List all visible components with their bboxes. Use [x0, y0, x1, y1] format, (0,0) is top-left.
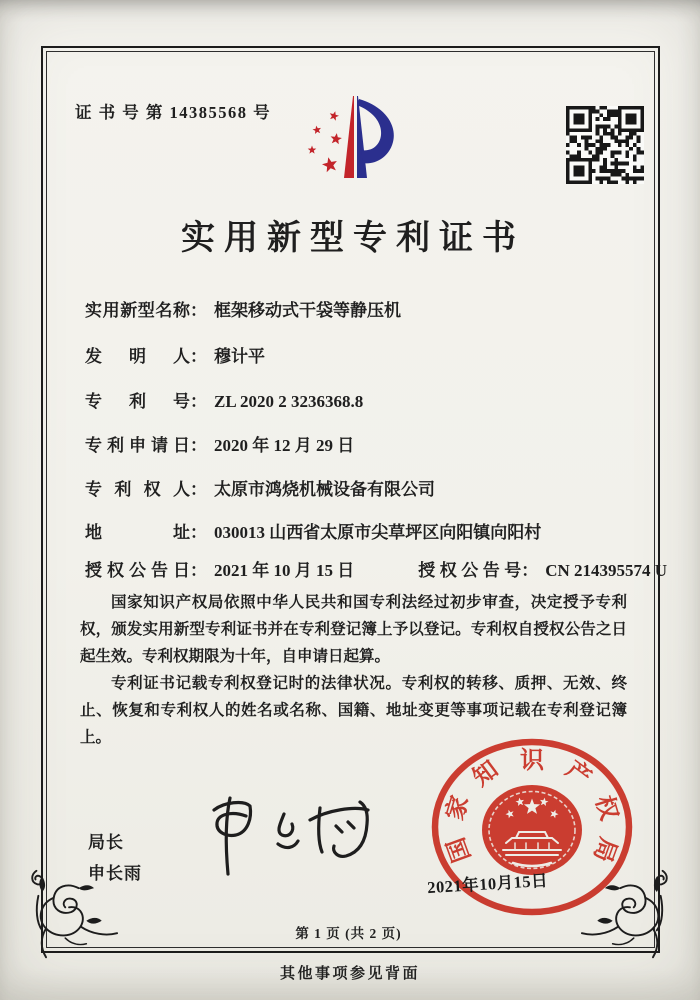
- page-number: 第 1 页 (共 2 页): [295, 926, 402, 941]
- field-value-patentee: 太原市鸿烧机械设备有限公司: [214, 480, 435, 499]
- signer-name: 申长雨: [88, 864, 142, 883]
- field-label: 专利申请日: [85, 436, 190, 455]
- field-label: 实用新型名称: [85, 301, 190, 320]
- field-colon: ：: [190, 347, 207, 366]
- seal-char: 家: [442, 792, 475, 824]
- field-label: 发明人: [85, 347, 190, 366]
- field-label: 授权公告日: [85, 561, 190, 580]
- field-colon: ：: [521, 561, 539, 580]
- field-value-utility-model-name: 框架移动式干袋等静压机: [214, 301, 401, 320]
- seal-char: 国: [443, 833, 476, 866]
- field-row-address: [85, 518, 541, 543]
- seal-char: 产: [560, 756, 596, 792]
- field-value-inventor: 穆计平: [214, 347, 265, 366]
- certificate-number: 证 书 号 第 14385568 号: [75, 103, 272, 122]
- field-value-filing-date: 2020 年 12 月 29 日: [214, 436, 355, 455]
- field-label-grant-number: 授权公告号: [418, 561, 522, 580]
- paragraph-register-statement: 专利证书记载专利权登记时的法律状况。专利权的转移、质押、无效、终止、恢复和专利权人的姓名或名称、国籍、地址变更等事项记载在专利登记簿上。: [80, 675, 627, 746]
- field-colon: ：: [190, 480, 207, 499]
- seal-date: 2021年10月15日: [426, 870, 549, 898]
- certificate-title: 实用新型专利证书: [181, 220, 525, 257]
- field-colon: ：: [190, 523, 207, 542]
- field-label: 专利权人: [85, 480, 190, 499]
- field-colon: ：: [190, 301, 207, 320]
- paragraph-grant-statement: 国家知识产权局依照中华人民共和国专利法经过初步审查，决定授予专利权，颁发实用新型专利证书并在专利登记簿上予以登记。专利权自授权公告之日起生效。专利权期限为十年，自申请日起算。: [80, 594, 627, 665]
- field-label: 专利号: [85, 392, 190, 411]
- qr-code: [566, 106, 644, 184]
- seal-char: 权: [589, 792, 622, 824]
- signature-shen-changyu: [192, 786, 382, 886]
- field-row-name: [85, 296, 401, 321]
- field-colon: ：: [190, 392, 207, 411]
- signer-title: 局长: [88, 833, 124, 852]
- field-row-grant: [85, 556, 667, 581]
- field-row-patent-number: [85, 387, 363, 412]
- field-colon: ：: [190, 436, 207, 455]
- field-row-filing-date: [85, 431, 354, 456]
- seal-char: 知: [468, 756, 504, 792]
- field-value-address: 030013 山西省太原市尖草坪区向阳镇向阳村: [214, 523, 542, 542]
- national-emblem-icon: [482, 785, 582, 875]
- field-value-patent-number: ZL 2020 2 3236368.8: [214, 392, 364, 411]
- field-label: 地址: [85, 523, 190, 542]
- signer-block: [88, 827, 142, 889]
- seal-char: 识: [520, 748, 544, 774]
- field-row-inventor: [85, 342, 265, 367]
- field-colon: ：: [190, 561, 207, 580]
- field-row-patentee: [85, 475, 435, 500]
- field-value-grant-date: 2021 年 10 月 15 日: [214, 561, 355, 580]
- back-side-note: 其他事项参见背面: [279, 966, 420, 982]
- field-value-grant-number: CN 214395574 U: [545, 561, 668, 580]
- seal-char: 局: [588, 833, 621, 866]
- cnipa-logo-icon: [283, 86, 409, 194]
- legal-paragraphs: [80, 589, 627, 751]
